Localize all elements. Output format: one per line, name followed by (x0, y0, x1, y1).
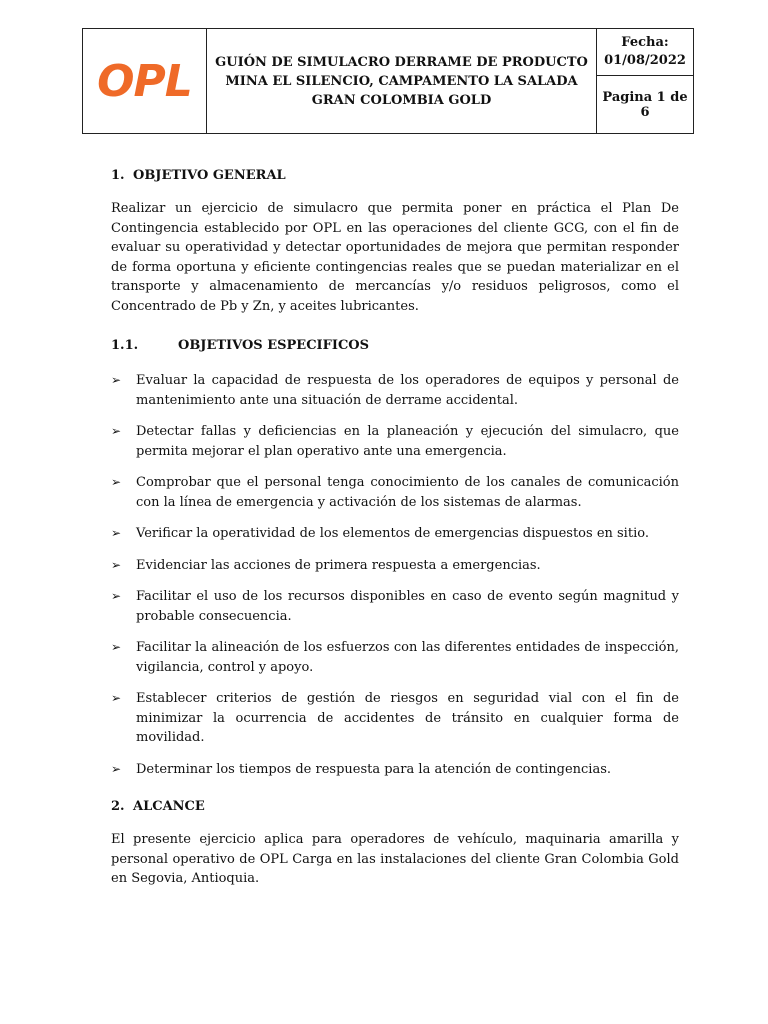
section-number: 2. (111, 799, 125, 814)
list-item (111, 422, 679, 461)
list-item (111, 638, 679, 677)
list-item-text: Facilitar el uso de los recursos disponibles en caso de evento según magnitud y probable consecuencia. (136, 589, 679, 624)
arrow-bullet-icon: ➢ (111, 424, 122, 438)
section-number: 1. (111, 168, 125, 183)
list-item (111, 760, 679, 780)
subsection-title: OBJETIVOS ESPECIFICOS (178, 338, 370, 353)
list-item (111, 473, 679, 512)
date-label: Fecha: (621, 35, 669, 50)
list-item (111, 371, 679, 410)
section-title: OBJETIVO GENERAL (133, 168, 286, 183)
date-value: 01/08/2022 (604, 53, 686, 68)
arrow-bullet-icon: ➢ (111, 640, 122, 654)
subsection-heading (111, 338, 679, 353)
arrow-bullet-icon: ➢ (111, 589, 122, 603)
list-item (111, 556, 679, 576)
list-item-text: Determinar los tiempos de respuesta para la atención de contingencias. (136, 761, 612, 777)
arrow-bullet-icon: ➢ (111, 475, 122, 489)
title-line: MINA EL SILENCIO, CAMPAMENTO LA SALADA (225, 73, 578, 89)
page-number: Pagina 1 de 6 (597, 76, 694, 134)
list-item-text: Establecer criterios de gestión de riesgos en seguridad vial con el fin de minimizar la ocurrencia de accidentes de tránsito en cualquier forma de movilidad. (136, 691, 679, 745)
objectives-list (111, 371, 679, 779)
arrow-bullet-icon: ➢ (111, 557, 122, 572)
arrow-bullet-icon: ➢ (111, 761, 122, 776)
list-item-text: Verificar la operatividad de los elementos de emergencias dispuestos en sitio. (136, 526, 649, 541)
list-item-text: Facilitar la alineación de los esfuerzos con las diferentes entidades de inspección, vigilancia, control y apoyo. (136, 640, 679, 675)
document-body (111, 168, 679, 889)
list-item (111, 587, 679, 626)
list-item-text: Comprobar que el personal tenga conocimiento de los canales de comunicación con la línea de emergencia y activación de los sistemas de alarmas. (136, 475, 679, 510)
section-heading (111, 799, 679, 814)
section-heading (111, 168, 679, 183)
title-line: GRAN COLOMBIA GOLD (311, 92, 492, 108)
arrow-bullet-icon: ➢ (111, 691, 122, 705)
arrow-bullet-icon: ➢ (111, 526, 122, 540)
logo-cell (83, 29, 207, 134)
list-item (111, 689, 679, 748)
subsection-number: 1.1. (111, 338, 139, 353)
arrow-bullet-icon: ➢ (111, 373, 122, 387)
list-item (111, 524, 679, 544)
date-cell (597, 29, 694, 76)
list-item-text: Evidenciar las acciones de primera respuesta a emergencias. (136, 557, 541, 573)
section-title: ALCANCE (133, 799, 205, 814)
section-paragraph: El presente ejercicio aplica para operadores de vehículo, maquinaria amarilla y personal operativo de OPL Carga en las instalaciones del cliente Gran Colombia Gold en Segovia, Antioquia. (111, 832, 679, 886)
document-title (207, 29, 597, 134)
title-line: GUIÓN DE SIMULACRO DERRAME DE PRODUCTO (215, 54, 588, 70)
list-item-text: Detectar fallas y deficiencias en la planeación y ejecución del simulacro, que permita mejorar el plan operativo ante una emergencia. (136, 424, 679, 459)
list-item-text: Evaluar la capacidad de respuesta de los operadores de equipos y personal de mantenimiento ante una situación de derrame accidental. (136, 373, 679, 408)
opl-logo: OPL (97, 55, 192, 107)
section-paragraph: Realizar un ejercicio de simulacro que permita poner en práctica el Plan De Contingencia establecido por OPL en las operaciones del cliente GCG, con el fin de evaluar su operatividad y detectar oportunidades de mejora que permitan responder de forma oportuna y eficiente contingencias reales que se puedan materializar en el transporte y almacenamiento de mercancías y/o residuos peligrosos, como el Concentrado de Pb y Zn, y aceites lubricantes. (111, 201, 679, 314)
document-header (82, 28, 694, 134)
